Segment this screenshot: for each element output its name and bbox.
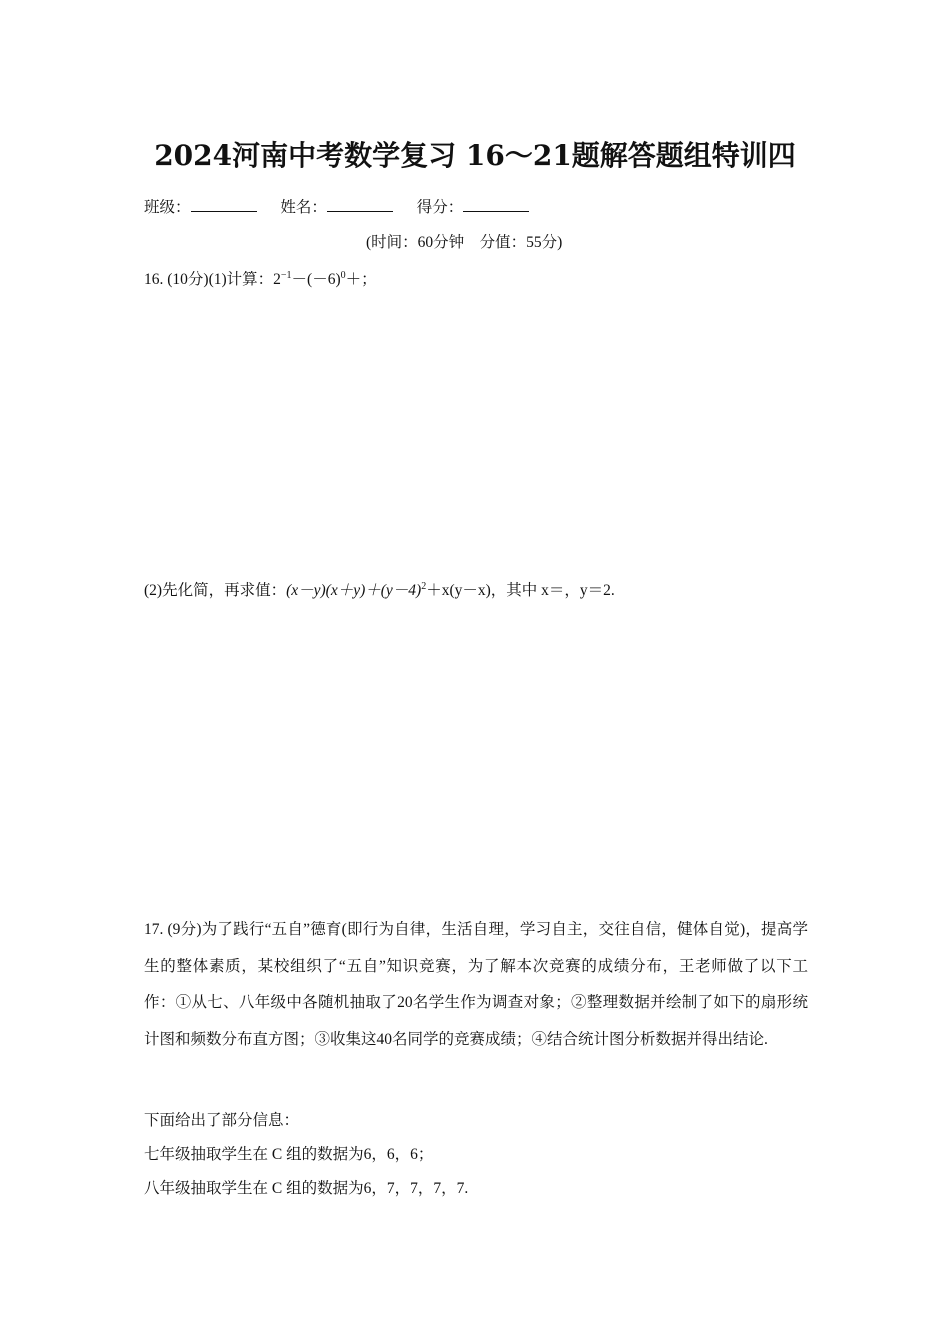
q17-paragraph: 17. (9分)为了践行“五自”德育(即行为自律，生活自理，学习自主，交往自信，健体自觉)，提高学生的整体素质，某校组织了“五自”知识竞赛，为了解本次竞赛的成绩分布，王老师做了以下工作：①从七、八年级中各随机抽取了20名学生作为调查对象；②整理数据并绘制了如下的扇形统计图和频数分布直方图；③收集这40名同学的竞赛成绩；④结合统计图分析数据并得出结论. <box>144 921 808 1048</box>
header-fields <box>144 195 549 217</box>
expr-base: 2 <box>273 271 281 288</box>
score-blank[interactable] <box>463 197 529 212</box>
q17-grade8-data: 八年级抽取学生在 C 组的数据为6，7，7，7，7. <box>144 1180 469 1197</box>
document-title: 2024河南中考数学复习 16～21题解答题组特训四 <box>154 139 796 172</box>
q16-part2-tail: ＋x(y－x)，其中 x＝，y＝2. <box>426 582 615 599</box>
exam-info: (时间：60分钟 分值：55分) <box>366 234 563 251</box>
q16-part2-prefix: (2)先化简，再求值： <box>144 582 287 599</box>
q16-part2-expr: (x－y)(x＋y)＋(y－4) <box>286 582 422 599</box>
q16-part1 <box>144 267 377 289</box>
expr-tail: ＋； <box>345 271 377 288</box>
q16-part2-exponent: 2 <box>421 581 427 592</box>
class-label: 班级： <box>144 199 191 216</box>
name-label: 姓名： <box>280 199 327 216</box>
score-label: 得分： <box>416 199 464 216</box>
q17-info-intro: 下面给出了部分信息： <box>144 1112 300 1129</box>
expr-mid: －(－6) <box>291 271 341 288</box>
expr-exponent-zero: 0 <box>340 270 346 281</box>
expr-exponent: −1 <box>280 270 292 281</box>
name-blank[interactable] <box>327 197 393 212</box>
q17-grade7-data: 七年级抽取学生在 C 组的数据为6，6，6； <box>144 1146 434 1163</box>
class-blank[interactable] <box>191 197 257 212</box>
q16-part2 <box>144 578 615 600</box>
q16-part1-prefix: 16. (10分)(1)计算： <box>144 271 274 288</box>
